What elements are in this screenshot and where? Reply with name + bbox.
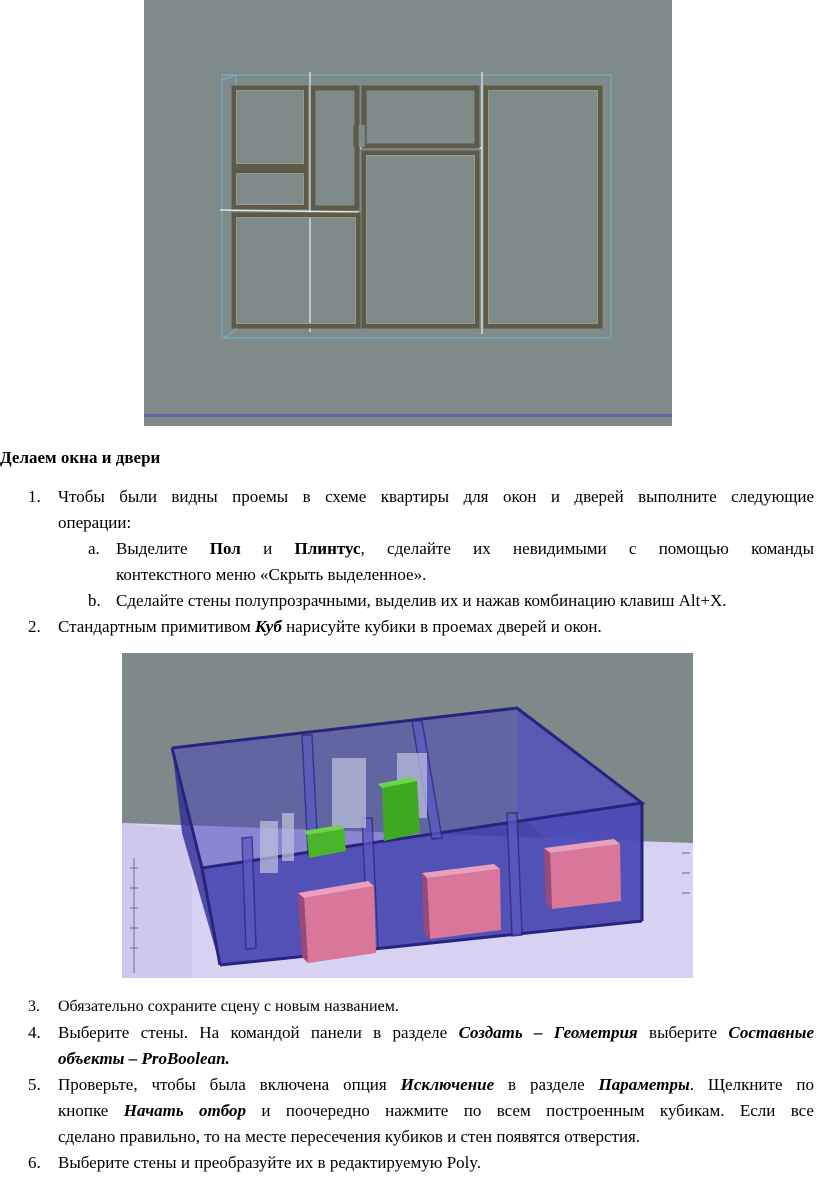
item-text-line: кнопке Начать отбор и поочередно нажмите по всем построенным кубикам. Если все [58, 1101, 814, 1120]
sub-list-item [0, 588, 816, 614]
list-item [0, 1020, 816, 1072]
section-heading: Делаем окна и двери [0, 448, 161, 467]
item-number: 3. [28, 998, 40, 1015]
item-letter: a. [88, 539, 100, 558]
item-text-line: операции: [58, 513, 132, 532]
floor-plan-viewport [144, 0, 672, 426]
item-text-line: объекты – ProBoolean. [58, 1049, 230, 1068]
item-text-line: сделано правильно, то на месте пересечения кубиков и стен появятся отверстия. [58, 1127, 641, 1146]
list-item [0, 614, 816, 640]
list-item [0, 484, 816, 536]
item-text-line: контекстного меню «Скрыть выделенное». [116, 565, 427, 584]
item-number: 2. [28, 617, 41, 636]
item-number: 1. [28, 487, 41, 506]
item-text-line: Выберите стены. На командой панели в разделе Создать – Геометрия выберите Составные [58, 1023, 815, 1042]
sub-list-item [0, 536, 816, 588]
item-number: 5. [28, 1075, 41, 1094]
item-text-line: Обязательно сохраните сцену с новым названием. [58, 998, 399, 1015]
floor-plan-drawing [144, 0, 672, 426]
item-text-line: Чтобы были видны проемы в схеме квартиры для окон и дверей выполните следующие [58, 487, 814, 506]
list-item [0, 1150, 816, 1176]
item-text-line: Стандартным примитивом Куб нарисуйте кубики в проемах дверей и окон. [58, 617, 602, 636]
3d-apartment-drawing [122, 653, 693, 978]
list-item [0, 1072, 816, 1150]
item-number: 6. [28, 1153, 41, 1172]
perspective-viewport [122, 653, 693, 978]
item-text-line: Выделите Пол и Плинтус, сделайте их невидимыми с помощью команды [116, 539, 814, 558]
item-text-line: Сделайте стены полупрозрачными, выделив их и нажав комбинацию клавиш Alt+X. [116, 591, 727, 610]
item-letter: b. [88, 591, 101, 610]
list-item [0, 994, 816, 1020]
item-text-line: Проверьте, чтобы была включена опция Исключение в разделе Параметры. Щелкните по [58, 1075, 814, 1094]
item-text-line: Выберите стены и преобразуйте их в редактируемую Poly. [58, 1153, 482, 1172]
item-number: 4. [28, 1023, 41, 1042]
